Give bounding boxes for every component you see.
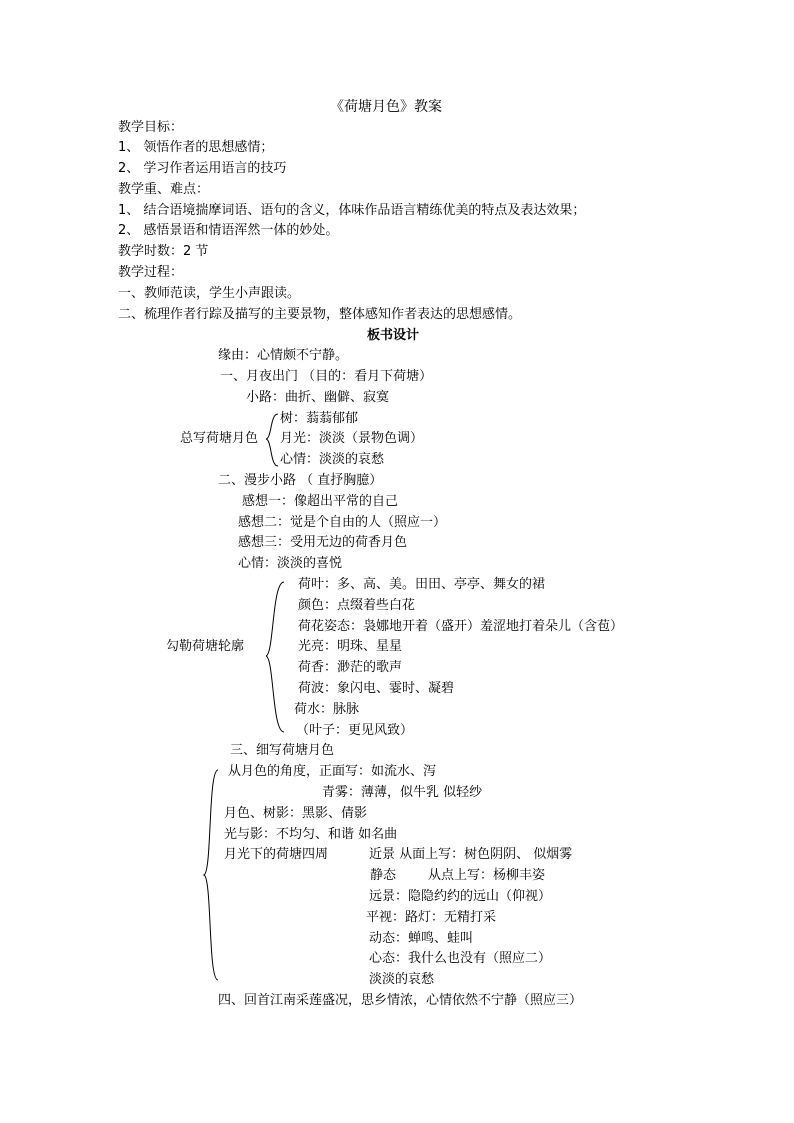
part2-item: 荷叶：多、高、美。田田、亭亭、舞女的裙 bbox=[298, 577, 546, 592]
part3-sorrow: 淡淡的哀愁 bbox=[369, 972, 435, 987]
part2-item: 荷波：象闪电、霎时、凝碧 bbox=[298, 681, 455, 696]
key-point-2: 2、 感悟景语和情语浑然一体的妙处。 bbox=[118, 223, 339, 238]
part2-item: 光亮：明珠、星星 bbox=[298, 639, 403, 654]
part2-mood: 心情：淡淡的喜悦 bbox=[238, 556, 343, 571]
part1-heading: 一、月夜出门 （目的：看月下荷塘） bbox=[220, 369, 433, 384]
part3-angle: 从月色的角度，正面写：如流水、泻 bbox=[228, 764, 437, 779]
part3-point: 从点上写：杨柳丰姿 bbox=[428, 868, 546, 883]
process-step-1: 一、教师范读，学生小声跟读。 bbox=[118, 286, 301, 301]
key-point-1: 1、 结合语境揣摩词语、语句的含义，体味作品语言精练优美的特点及表达效果； bbox=[118, 203, 586, 218]
part3-heading: 三、细写荷塘月色 bbox=[230, 743, 335, 758]
part2-item: （叶子：更见风致） bbox=[296, 723, 414, 738]
part2-item: 荷香：渺茫的歌声 bbox=[298, 660, 403, 675]
part1-brace bbox=[262, 412, 282, 468]
objective-heading: 教学目标： bbox=[118, 120, 184, 135]
part3-far: 远景：隐隐约约的远山（仰视） bbox=[369, 889, 552, 904]
board-design-title: 板书设计 bbox=[367, 328, 420, 343]
part1-item: 树：蓊蓊郁郁 bbox=[280, 411, 359, 426]
part2-heading: 二、漫步小路 （ 直抒胸臆） bbox=[218, 473, 383, 488]
part2-item: 颜色：点缀着些白花 bbox=[298, 598, 416, 613]
part3-static: 静态 bbox=[370, 868, 397, 883]
part1-group-label: 总写荷塘月色 bbox=[180, 431, 259, 446]
part3-mood: 心态：我什么也没有（照应二） bbox=[369, 951, 552, 966]
part2-brace bbox=[262, 580, 288, 734]
part3-light: 光与影：不均匀、和谐 如名曲 bbox=[224, 827, 398, 842]
page-title: 《荷塘月色》教案 bbox=[330, 99, 442, 115]
part2-thought: 感想一：像超出平常的自己 bbox=[242, 494, 399, 509]
part3-near: 近景 从面上写：树色阴阴、 似烟雾 bbox=[369, 847, 573, 862]
part3-brace bbox=[200, 768, 222, 982]
objective-2: 2、 学习作者运用语言的技巧 bbox=[118, 161, 287, 176]
part2-thought: 感想三：受用无边的荷香月色 bbox=[238, 535, 408, 550]
key-points-heading: 教学重、难点： bbox=[118, 182, 210, 197]
part1-item: 心情：淡淡的哀愁 bbox=[280, 452, 385, 467]
part4-heading: 四、回首江南采莲盛况，思乡情浓，心情依然不宁静（照应三） bbox=[218, 993, 583, 1008]
part2-item: 荷水：脉脉 bbox=[294, 702, 360, 717]
process-step-2: 二、梳理作者行踪及描写的主要景物，整体感知作者表达的思想感情。 bbox=[118, 307, 522, 322]
reason-line: 缘由：心情颇不宁静。 bbox=[218, 348, 349, 363]
part3-shadow: 月色、树影：黑影、倩影 bbox=[224, 806, 368, 821]
part3-level: 平视：路灯：无精打采 bbox=[366, 910, 497, 925]
class-hours: 教学时数：2 节 bbox=[118, 244, 209, 259]
objective-1: 1、 领悟作者的思想感情； bbox=[118, 140, 274, 155]
part2-group-label: 勾勒荷塘轮廓 bbox=[166, 639, 245, 654]
part2-item: 荷花姿态：袅娜地开着（盛开）羞涩地打着朵儿（含苞） bbox=[298, 619, 624, 634]
part3-around-label: 月光下的荷塘四周 bbox=[224, 847, 329, 862]
part1-road: 小路：曲折、幽僻、寂寞 bbox=[246, 390, 390, 405]
part2-thought: 感想二：觉是个自由的人（照应一） bbox=[238, 515, 447, 530]
part3-dynamic: 动态：蝉鸣、蛙叫 bbox=[369, 931, 474, 946]
part1-item: 月光：淡淡（景物色调） bbox=[280, 431, 424, 446]
part3-mist: 青雾：薄薄，似牛乳 似轻纱 bbox=[322, 785, 483, 800]
process-heading: 教学过程： bbox=[118, 265, 184, 280]
